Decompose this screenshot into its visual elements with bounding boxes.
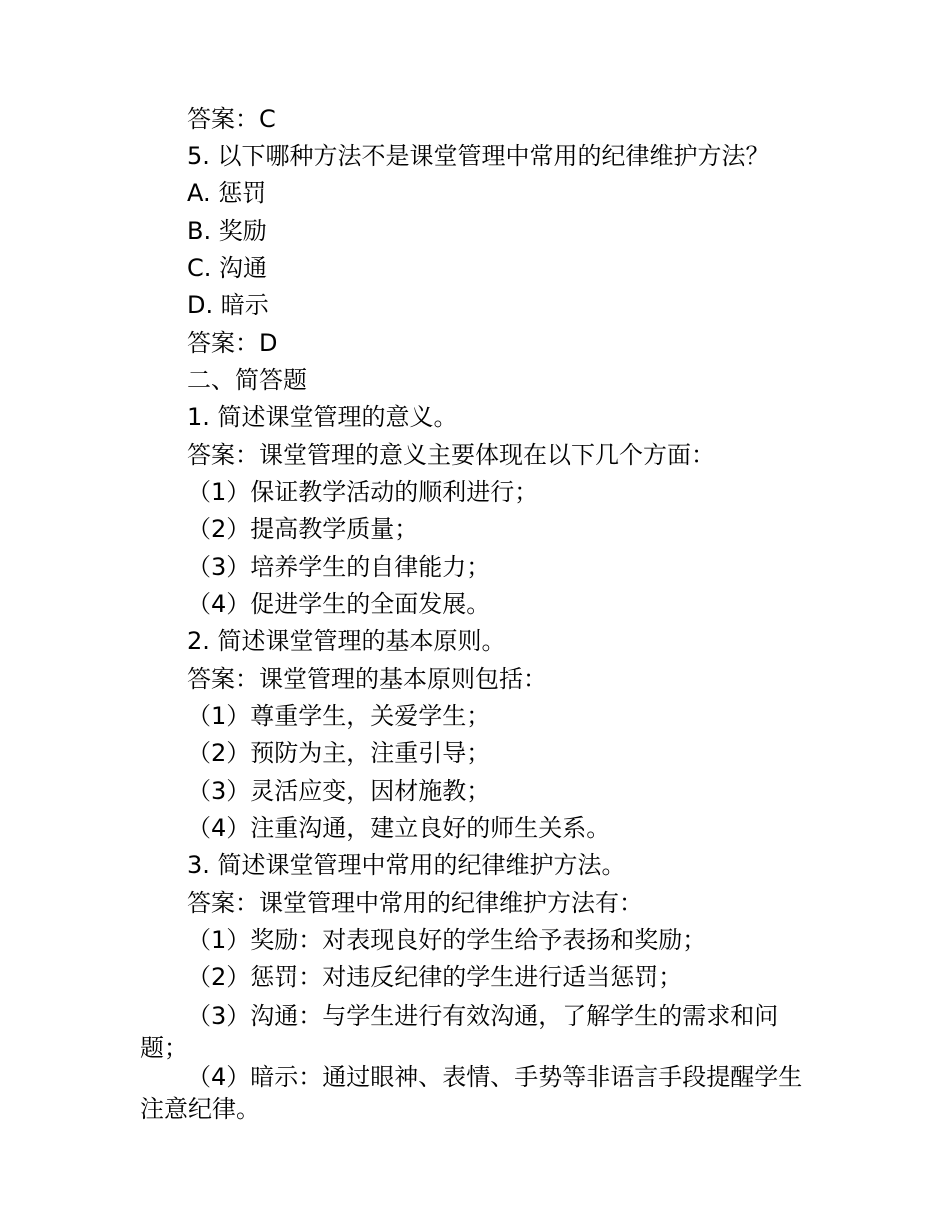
answer-item: （1）保证教学活动的顺利进行；: [187, 478, 539, 506]
answer-item: （1）尊重学生，关爱学生；: [187, 702, 491, 730]
option-c: C. 沟通: [187, 254, 268, 282]
answer-line: 答案：D: [187, 329, 278, 357]
answer-item: （3）培养学生的自律能力；: [187, 553, 491, 581]
option-b: B. 奖励: [187, 217, 267, 245]
answer-line: 答案：课堂管理的意义主要体现在以下几个方面：: [187, 441, 715, 469]
option-d: D. 暗示: [187, 291, 269, 319]
answer-line: 答案：课堂管理的基本原则包括：: [187, 665, 547, 693]
answer-line: 答案：课堂管理中常用的纪律维护方法有：: [187, 889, 643, 917]
answer-item-wrapped: （3）沟通：与学生进行有效沟通，了解学生的需求和问题；: [140, 1002, 779, 1062]
answer-item: （2）提高教学质量；: [187, 515, 419, 543]
answer-item: （2）惩罚：对违反纪律的学生进行适当惩罚；: [187, 963, 683, 991]
section-heading: 二、简答题: [187, 366, 307, 394]
answer-line: 答案：C: [187, 105, 276, 133]
option-a: A. 惩罚: [187, 179, 267, 207]
answer-item: （3）灵活应变，因材施教；: [187, 777, 491, 805]
answer-item: （4）促进学生的全面发展。: [187, 590, 491, 618]
answer-item-wrapped: （4）暗示：通过眼神、表情、手势等非语言手段提醒学生注意纪律。: [140, 1063, 803, 1123]
answer-item: （1）奖励：对表现良好的学生给予表扬和奖励；: [187, 926, 707, 954]
short-question-2: 2. 简述课堂管理的基本原则。: [187, 627, 506, 655]
answer-item: （4）注重沟通，建立良好的师生关系。: [187, 814, 611, 842]
question-5: 5. 以下哪种方法不是课堂管理中常用的纪律维护方法？: [187, 142, 770, 170]
short-question-1: 1. 简述课堂管理的意义。: [187, 403, 458, 431]
answer-item: （2）预防为主，注重引导；: [187, 739, 491, 767]
short-question-3: 3. 简述课堂管理中常用的纪律维护方法。: [187, 851, 626, 879]
